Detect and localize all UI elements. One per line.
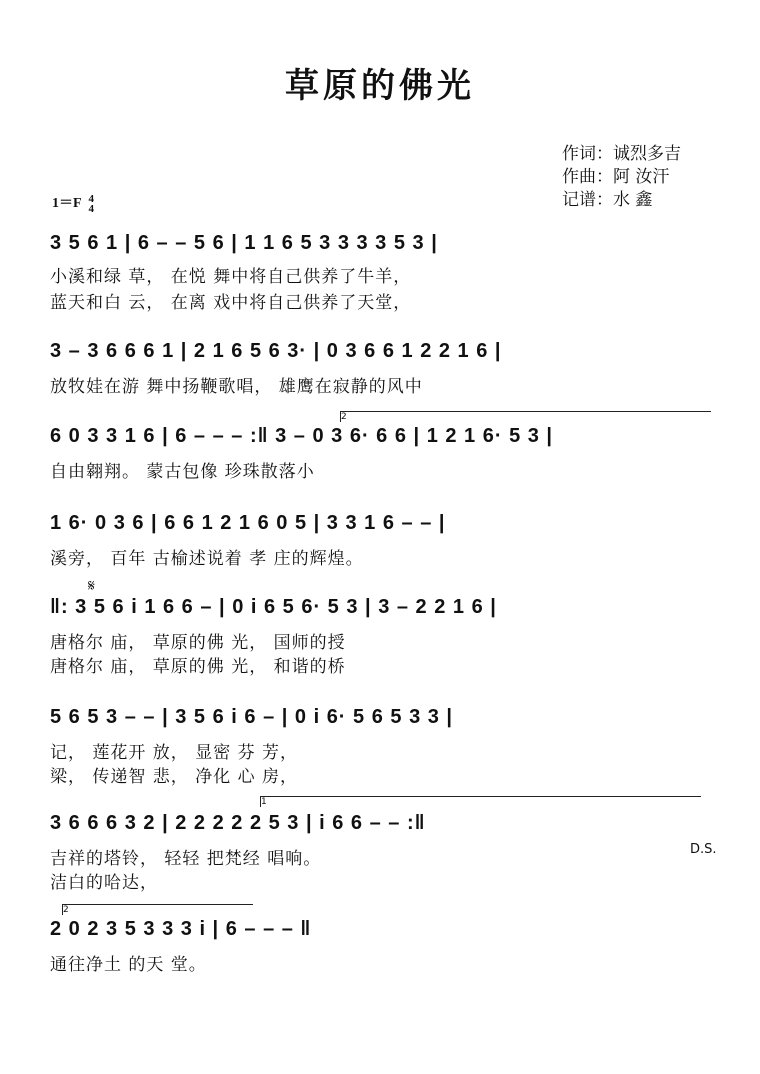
lyric-row-8: 通往净土 的天 堂。: [50, 955, 207, 975]
lyric-row-5-verse-2: 唐格尔 庙， 草原的佛 光， 和谐的桥: [50, 657, 346, 677]
volta-2-bracket: 2: [340, 411, 711, 422]
lyric-row-1-verse-2: 蓝天和白 云， 在离 戏中将自己供养了天堂，: [50, 293, 412, 313]
lyric-row-6-verse-1: 记， 莲花开 放， 显密 芬 芳，: [50, 743, 299, 763]
notes-row-7: 3 6 6 6 3 2 | 2 2 2 2 2 5 3 | i 6 6 – – :‖: [50, 812, 426, 834]
time-top: 4: [88, 192, 95, 205]
song-title: 草原的佛光: [285, 66, 475, 106]
volta-1-bracket: 1: [260, 796, 701, 807]
lyricist-credit: 作词：诚烈多吉: [562, 144, 681, 164]
time-bottom: 4: [88, 202, 95, 215]
notes-row-8: 2 0 2 3 5 3 3 3 i | 6 – – – ‖: [50, 918, 312, 940]
notes-row-1: 3 5 6 1 | 6 – – 5 6 | 1 1 6 5 3 3 3 3 5 3 |: [50, 232, 438, 254]
key-label: 1＝F: [52, 196, 82, 211]
lyric-row-2: 放牧娃在游 舞中扬鞭歌唱， 雄鹰在寂静的风中: [50, 377, 423, 397]
notes-row-4: 1 6· 0 3 6 | 6 6 1 2 1 6 0 5 | 3 3 1 6 – – |: [50, 512, 446, 534]
lyric-row-7-verse-1: 吉祥的塔铃， 轻轻 把梵经 唱响。: [50, 849, 322, 869]
notation-credit: 记谱：水 鑫: [562, 190, 653, 210]
lyric-row-1-verse-1: 小溪和绿 草， 在悦 舞中将自己供养了牛羊，: [50, 267, 412, 287]
lyric-row-6-verse-2: 梁， 传递智 悲， 净化 心 房，: [50, 767, 299, 787]
notes-row-3: 6 0 3 3 1 6 | 6 – – – :‖ 3 – 0 3 6· 6 6 | 1 2 1 6· 5 3 |: [50, 425, 554, 447]
lyric-row-7-verse-2: 洁白的哈达，: [50, 873, 158, 893]
notes-row-5: ‖: 3 5 6 i 1 6 6 – | 0 i 6 5 6· 5 3 | 3 – 2 2 1 6 |: [50, 596, 497, 618]
lyric-row-3: 自由翱翔。 蒙古包像 珍珠散落小: [50, 462, 315, 482]
notes-row-6: 5 6 5 3 – – | 3 5 6 i 6 – | 0 i 6· 5 6 5 3 3 |: [50, 706, 454, 728]
key-signature: [52, 192, 94, 214]
segno-mark: 𝄋: [88, 576, 95, 595]
lyric-row-4: 溪旁， 百年 古榆述说着 孝 庄的辉煌。: [50, 549, 364, 569]
lyric-row-5-verse-1: 唐格尔 庙， 草原的佛 光， 国师的授: [50, 633, 346, 653]
credits-block: [562, 143, 681, 212]
composer-credit: 作曲：阿 汝汗: [562, 167, 670, 187]
volta-2-bracket-final: 2: [62, 904, 253, 915]
ds-mark: D.S.: [690, 842, 717, 857]
time-signature: [89, 194, 95, 214]
notes-row-2: 3 – 3 6 6 6 1 | 2 1 6 5 6 3· | 0 3 6 6 1 2 2 1 6 |: [50, 340, 502, 362]
